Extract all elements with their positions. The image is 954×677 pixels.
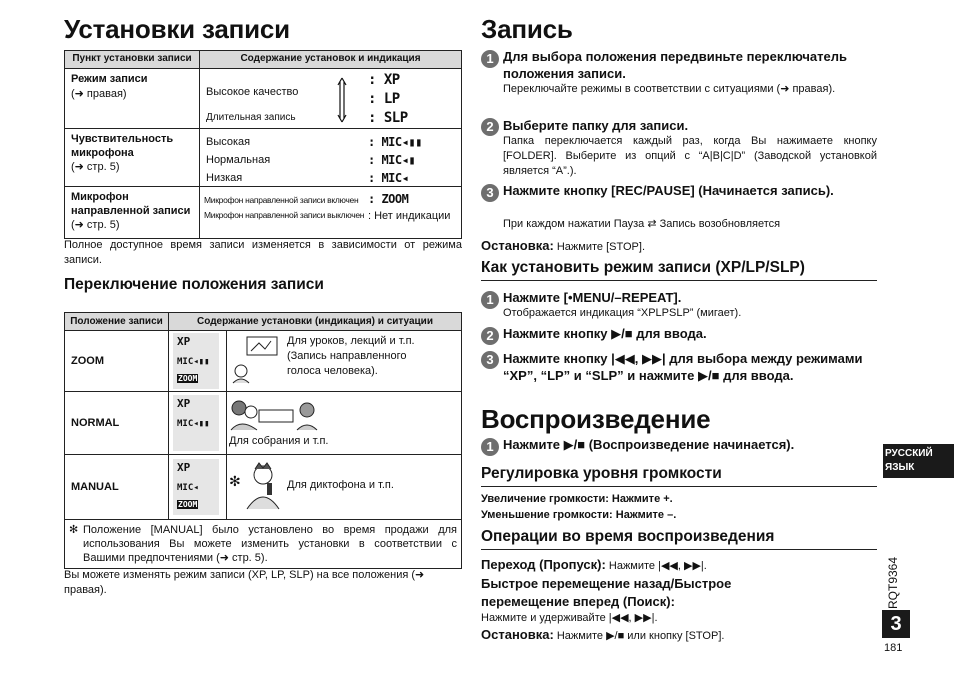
setting-option: Микрофон направленной записи включен bbox=[204, 195, 359, 205]
step-number: 3 bbox=[481, 351, 499, 369]
table-header: Содержание установок и индикация bbox=[200, 51, 462, 69]
mic-normal-indicator: : MIC◂▮ bbox=[368, 153, 416, 167]
skip-text: Нажмите |◀◀, ▶▶|. bbox=[608, 560, 707, 572]
step-title: Нажмите [•MENU/–REPEAT]. bbox=[503, 290, 682, 305]
section-divider bbox=[481, 486, 877, 487]
setting-ref: (➜ стр. 5) bbox=[71, 219, 120, 231]
table-row bbox=[65, 129, 462, 187]
lcd-mode: XP bbox=[177, 335, 191, 348]
footnote-row bbox=[65, 520, 462, 569]
step-number: 1 bbox=[481, 50, 499, 68]
stop2-text: Нажмите ▶/■ или кнопку [STOP]. bbox=[556, 630, 725, 642]
step-body: Отображается индикация “XPLPSLP” (мигает). bbox=[503, 307, 742, 319]
step-title: Выберите папку для записи. bbox=[503, 118, 689, 133]
position-label: ZOOM bbox=[65, 331, 169, 392]
step-number: 1 bbox=[481, 438, 499, 456]
step-title: Нажмите ▶/■ (Воспроизведение начинается). bbox=[503, 437, 795, 452]
mic-high-indicator: : MIC◂▮▮ bbox=[368, 135, 422, 149]
search-label: Быстрое перемещение назад/Быстрое перемещение вперед (Поиск): bbox=[481, 576, 732, 609]
step-body: При каждом нажатии Пауза ⇄ Запись возобновляется bbox=[503, 218, 781, 230]
slp-indicator: : SLP bbox=[368, 110, 408, 126]
language-tab: РУССКИЙ ЯЗЫК bbox=[883, 444, 954, 478]
play-title: Воспроизведение bbox=[481, 404, 711, 434]
section-divider bbox=[481, 280, 877, 281]
note-recording-time: Полное доступное время записи изменяется в зависимости от режима записи. bbox=[64, 239, 462, 266]
meeting-illustration bbox=[229, 398, 319, 437]
doc-code: RQT9364 bbox=[886, 556, 900, 610]
setting-option: Микрофон направленной записи выключен bbox=[204, 210, 365, 220]
volume-up-text: Увеличение громкости: Нажмите +. bbox=[481, 493, 673, 505]
setting-name: Микрофон направленной записи bbox=[71, 191, 191, 217]
table-row bbox=[65, 187, 462, 239]
lecture-illustration bbox=[229, 335, 281, 390]
setting-option: Высокое качество bbox=[206, 86, 299, 98]
stop2-label: Остановка: bbox=[481, 627, 554, 642]
section-divider bbox=[481, 549, 877, 550]
setting-option: Низкая bbox=[206, 172, 243, 184]
table-header: Пункт установки записи bbox=[65, 51, 200, 69]
xp-indicator: : XP bbox=[368, 72, 400, 88]
setting-option: Нормальная bbox=[206, 154, 271, 166]
lcd-zoom: ZOOM bbox=[178, 374, 198, 383]
setting-name: Чувствительность микрофона bbox=[71, 133, 174, 159]
step-title: Нажмите кнопку [REC/PAUSE] (Начинается запись). bbox=[503, 183, 834, 198]
lcd-mode: XP bbox=[177, 397, 191, 410]
position-desc: Для собрания и т.п. bbox=[229, 435, 329, 447]
stop-text: Нажмите [STOP]. bbox=[556, 241, 645, 253]
step-number: 1 bbox=[481, 291, 499, 309]
setting-name: Режим записи bbox=[71, 73, 148, 85]
recording-settings-table bbox=[64, 50, 462, 239]
position-label: MANUAL bbox=[65, 455, 169, 520]
footnote-text: Положение [MANUAL] было установлено во время продажи для использования Вы можете изменить установки в соответствии с Вашими предпочтениями (➜ стр. 5). bbox=[83, 524, 457, 564]
step-number: 2 bbox=[481, 118, 499, 136]
footnote-mark: ✻ bbox=[69, 524, 79, 536]
step-number: 2 bbox=[481, 327, 499, 345]
volume-down-text: Уменьшение громкости: Нажмите –. bbox=[481, 509, 677, 521]
zoom-indicator: : ZOOM bbox=[368, 192, 409, 206]
table-header: Положение записи bbox=[65, 313, 169, 331]
position-desc: Для уроков, лекций и т.п. (Запись направленного голоса человека). bbox=[287, 335, 415, 377]
step-body: Переключайте режимы в соответствии с ситуациями (➜ правая). bbox=[503, 83, 836, 95]
table-row bbox=[65, 455, 462, 520]
page-number-small: 181 bbox=[884, 642, 903, 654]
no-indicator: : Нет индикации bbox=[368, 210, 451, 222]
position-desc: Для диктофона и т.п. bbox=[287, 479, 394, 491]
step-number: 3 bbox=[481, 184, 499, 202]
left-title: Установки записи bbox=[64, 14, 290, 44]
step-body: Папка переключается каждый раз, когда Вы нажимаете кнопку [FOLDER]. Выберите из опций с “A|B|C|D” (Заводской установкой является “A”.). bbox=[503, 135, 877, 177]
section-title-switch: Переключение положения записи bbox=[64, 276, 324, 293]
page-number-badge: 3 bbox=[882, 610, 910, 638]
lp-indicator: : LP bbox=[368, 91, 400, 107]
lcd-mode: XP bbox=[177, 461, 191, 474]
lcd-mic: MIC◂ bbox=[177, 483, 199, 493]
ops-section-title: Операции во время воспроизведения bbox=[481, 528, 775, 545]
lcd-mic: MIC◂▮▮ bbox=[177, 419, 210, 429]
volume-section-title: Регулировка уровня громкости bbox=[481, 465, 722, 482]
mic-low-indicator: : MIC◂ bbox=[368, 171, 409, 185]
dictation-illustration bbox=[243, 461, 283, 516]
right-title: Запись bbox=[481, 14, 573, 44]
mode-section-title: Как установить режим записи (XP/LP/SLP) bbox=[481, 259, 805, 276]
step-title: Для выбора положения передвиньте переключатель положения записи. bbox=[503, 49, 848, 81]
lcd-zoom: ZOOM bbox=[178, 500, 198, 509]
asterisk-mark: ✻ bbox=[229, 473, 241, 489]
table-row bbox=[65, 69, 462, 129]
stop-label: Остановка: bbox=[481, 238, 554, 253]
search-text: Нажмите и удерживайте |◀◀, ▶▶|. bbox=[481, 612, 658, 624]
step-title: Нажмите кнопку |◀◀, ▶▶| для выбора между режимами “XP”, “LP” и “SLP” и нажмите ▶/■ для ввода. bbox=[503, 351, 863, 383]
setting-ref: (➜ стр. 5) bbox=[71, 161, 120, 173]
note-mode-change: Вы можете изменять режим записи (XP, LP, SLP) на все положения (➜ правая). bbox=[64, 569, 425, 596]
skip-label: Переход (Пропуск): bbox=[481, 557, 606, 572]
step-title: Нажмите кнопку ▶/■ для ввода. bbox=[503, 326, 707, 341]
lcd-display bbox=[173, 395, 219, 451]
setting-option: Высокая bbox=[206, 136, 251, 148]
table-row bbox=[65, 331, 462, 392]
setting-option: Длительная запись bbox=[206, 112, 296, 123]
table-header: Содержание установки (индикация) и ситуации bbox=[169, 313, 462, 331]
lcd-mic: MIC◂▮▮ bbox=[177, 357, 210, 367]
double-arrow-icon bbox=[337, 77, 347, 123]
switch-position-table bbox=[64, 312, 462, 569]
setting-ref: (➜ правая) bbox=[71, 88, 127, 100]
table-row bbox=[65, 392, 462, 455]
lcd-display bbox=[173, 459, 219, 515]
lcd-display bbox=[173, 333, 219, 389]
position-label: NORMAL bbox=[65, 392, 169, 455]
